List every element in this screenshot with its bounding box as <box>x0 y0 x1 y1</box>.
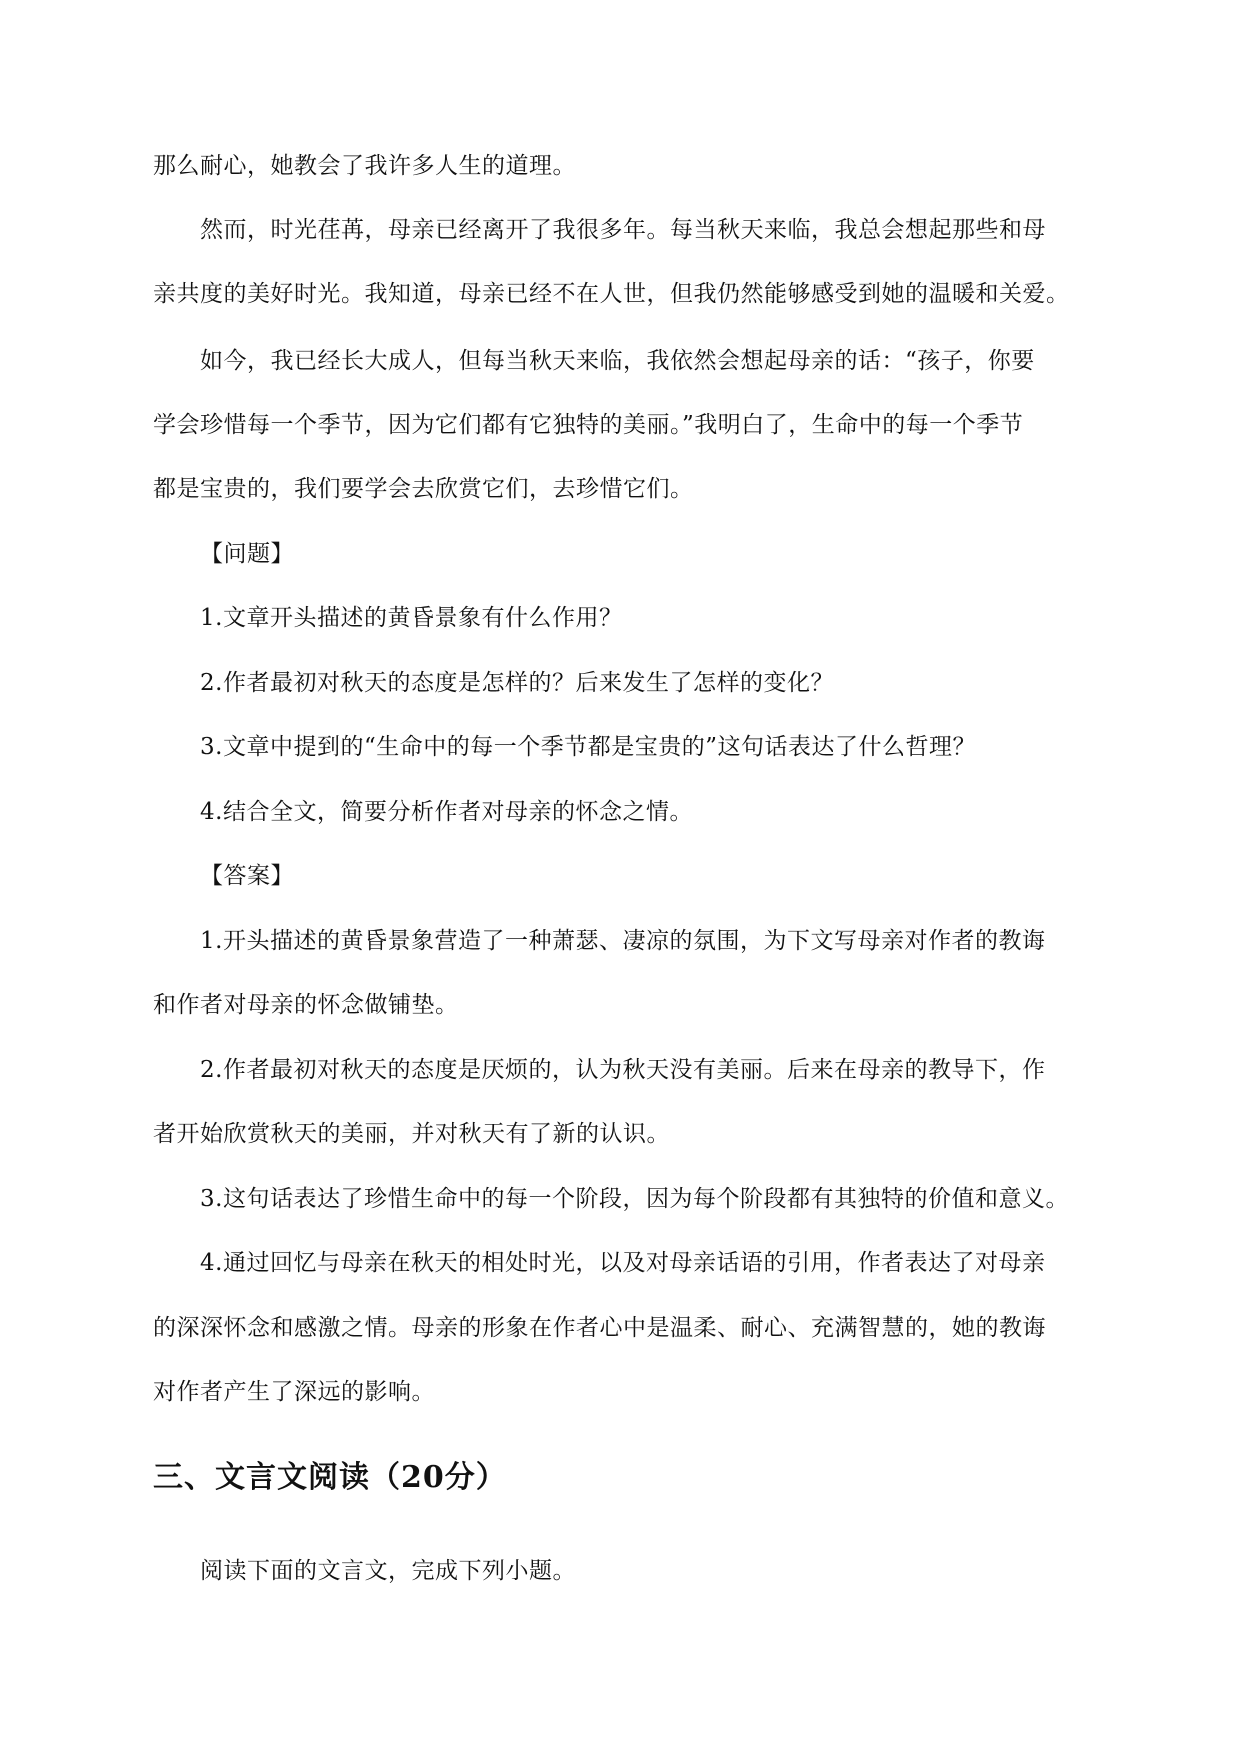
instruction-text: 阅读下面的文言文，完成下列小题。 <box>200 1558 576 1584</box>
section-heading: 三、文言文阅读（20分） <box>153 1460 507 1495</box>
answer-line: 和作者对母亲的怀念做铺垫。 <box>153 992 459 1018</box>
answer-line: 者开始欣赏秋天的美丽，并对秋天有了新的认识。 <box>153 1121 670 1147</box>
answer-line: 3.这句话表达了珍惜生命中的每一个阶段，因为每个阶段都有其独特的价值和意义。 <box>200 1186 1069 1212</box>
answer-line: 4.通过回忆与母亲在秋天的相处时光，以及对母亲话语的引用，作者表达了对母亲 <box>200 1250 1046 1276</box>
paragraph-line: 学会珍惜每一个季节，因为它们都有它独特的美丽。”我明白了，生命中的每一个季节 <box>153 412 1024 438</box>
paragraph-line: 然而，时光荏苒，母亲已经离开了我很多年。每当秋天来临，我总会想起那些和母 <box>200 217 1046 243</box>
question-item: 2.作者最初对秋天的态度是怎样的？后来发生了怎样的变化？ <box>200 670 834 696</box>
question-item: 4.结合全文，简要分析作者对母亲的怀念之情。 <box>200 799 693 825</box>
answers-label: 【答案】 <box>200 863 294 889</box>
paragraph-line: 那么耐心，她教会了我许多人生的道理。 <box>153 153 576 179</box>
question-item: 3.文章中提到的“生命中的每一个季节都是宝贵的”这句话表达了什么哲理？ <box>200 734 976 760</box>
answer-line: 2.作者最初对秋天的态度是厌烦的，认为秋天没有美丽。后来在母亲的教导下，作 <box>200 1057 1046 1083</box>
questions-label: 【问题】 <box>200 541 294 567</box>
paragraph-line: 亲共度的美好时光。我知道，母亲已经不在人世，但我仍然能够感受到她的温暖和关爱。 <box>153 281 1070 307</box>
answer-line: 1.开头描述的黄昏景象营造了一种萧瑟、凄凉的氛围，为下文写母亲对作者的教诲 <box>200 928 1046 954</box>
question-item: 1.文章开头描述的黄昏景象有什么作用？ <box>200 605 623 631</box>
paragraph-line: 如今，我已经长大成人，但每当秋天来临，我依然会想起母亲的话：“孩子，你要 <box>200 348 1035 374</box>
paragraph-line: 都是宝贵的，我们要学会去欣赏它们，去珍惜它们。 <box>153 476 694 502</box>
answer-line: 的深深怀念和感激之情。母亲的形象在作者心中是温柔、耐心、充满智慧的，她的教诲 <box>153 1315 1046 1341</box>
answer-line: 对作者产生了深远的影响。 <box>153 1379 435 1405</box>
